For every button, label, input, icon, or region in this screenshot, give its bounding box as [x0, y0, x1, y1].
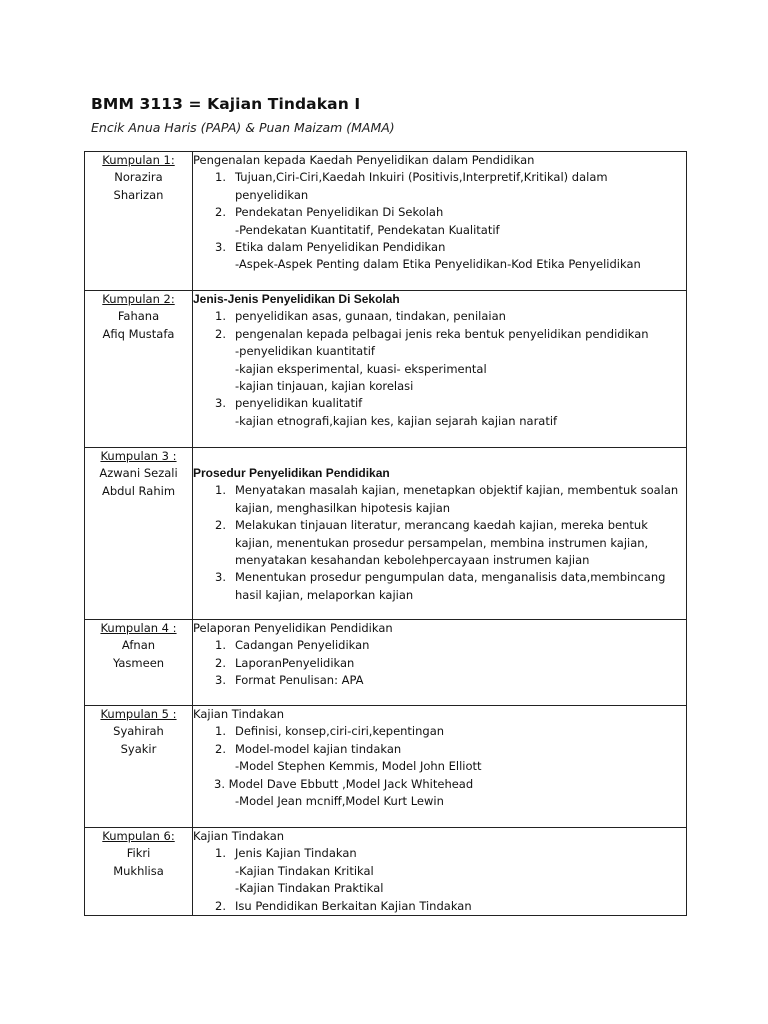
topic-title: Pengenalan kepada Kaedah Penyelidikan dalam Pendidikan	[193, 153, 535, 167]
list-item-continuation: kajian, menentukan prosedur persampelan, membina instrumen kajian,	[235, 535, 649, 550]
item-number: 2.	[215, 898, 226, 913]
sub-item: -kajian etnografi,kajian kes, kajian sejarah kajian naratif	[235, 413, 558, 428]
list-item	[193, 482, 686, 499]
topic-title: Jenis-Jenis Penyelidikan Di Sekolah	[193, 292, 400, 306]
list-item-continuation: kajian, menghasilkan hipotesis kajian	[235, 500, 451, 515]
sub-item: -kajian eksperimental, kuasi- eksperimental	[235, 361, 487, 376]
topic-cell	[193, 828, 687, 916]
item-text: Definisi, konsep,ciri-ciri,kepentingan	[235, 724, 445, 739]
item-text: Model-model kajian tindakan	[235, 741, 402, 756]
topic-cell	[193, 448, 687, 620]
topic-cell	[193, 706, 687, 828]
sub-item: -Kajian Tindakan Kritikal	[235, 863, 374, 878]
group-label: Kumpulan 2:	[102, 292, 175, 306]
list-item-continuation: menyatakan kesahandan kebolehpercayaan instrumen kajian	[235, 553, 590, 568]
topic-cell	[193, 620, 687, 706]
list-item	[193, 741, 686, 758]
sub-item: -Kajian Tindakan Praktikal	[235, 881, 384, 896]
table-row	[85, 828, 687, 916]
topic-cell	[193, 152, 687, 291]
item-text: Menentukan prosedur pengumpulan data, menganalisis data,membincang	[235, 570, 666, 585]
item-number: 3.	[215, 673, 226, 688]
item-text: pengenalan kepada pelbagai jenis reka bentuk penyelidikan pendidikan	[235, 326, 649, 341]
list-item	[193, 517, 686, 534]
table-row	[85, 152, 687, 291]
group-label: Kumpulan 1:	[102, 153, 175, 167]
item-number: 1.	[215, 170, 226, 185]
group-member: Abdul Rahim	[101, 483, 176, 498]
item-text: LaporanPenyelidikan	[235, 655, 355, 670]
group-member: Yasmeen	[112, 655, 165, 670]
item-text: Menyatakan masalah kajian, menetapkan objektif kajian, membentuk soalan	[235, 483, 679, 498]
table-row	[85, 620, 687, 706]
item-number: 3.	[214, 776, 225, 791]
group-member: Sharizan	[113, 187, 164, 202]
sub-item: -penyelidikan kuantitatif	[235, 344, 375, 359]
group-label: Kumpulan 4 :	[100, 621, 177, 635]
group-label: Kumpulan 6:	[102, 829, 175, 843]
topic-title: Kajian Tindakan	[193, 707, 285, 721]
item-text: Melakukan tinjauan literatur, merancang kaedah kajian, mereka bentuk	[235, 518, 648, 533]
topic-title: Kajian Tindakan	[193, 829, 285, 843]
group-member: Afnan	[121, 638, 156, 653]
item-number: 3.	[215, 240, 226, 255]
item-number: 1.	[215, 724, 226, 739]
list-item	[193, 569, 686, 586]
group-member: Norazira	[114, 170, 163, 185]
item-text: Isu Pendidikan Berkaitan Kajian Tindakan	[235, 898, 472, 913]
table-row	[85, 291, 687, 448]
item-number: 2.	[215, 205, 226, 220]
item-text: Etika dalam Penyelidikan Pendidikan	[235, 240, 446, 255]
item-number: 1.	[215, 483, 226, 498]
group-cell	[85, 706, 193, 828]
sub-item: -Model Stephen Kemmis, Model John Elliott	[235, 759, 482, 774]
group-label: Kumpulan 3 :	[100, 449, 177, 463]
item-text: Cadangan Penyelidikan	[235, 638, 370, 653]
sub-item: -Model Jean mcniff,Model Kurt Lewin	[235, 794, 444, 809]
sub-item: -Pendekatan Kuantitatif, Pendekatan Kualitatif	[235, 222, 500, 237]
group-member: Azwani Sezali	[99, 466, 178, 481]
item-text: Tujuan,Ciri-Ciri,Kaedah Inkuiri (Positivis,Interpretif,Kritikal) dalam	[235, 170, 608, 185]
item-text: Format Penulisan: APA	[235, 673, 364, 688]
sub-item: -kajian tinjauan, kajian korelasi	[235, 379, 414, 394]
group-cell	[85, 828, 193, 916]
group-member: Fahana	[117, 309, 160, 324]
item-text: Model Dave Ebbutt ,Model Jack Whitehead	[228, 776, 474, 791]
item-number: 3.	[215, 396, 226, 411]
item-number: 1.	[215, 309, 226, 324]
item-text: Pendekatan Penyelidikan Di Sekolah	[235, 205, 444, 220]
group-cell	[85, 291, 193, 448]
list-item	[193, 672, 686, 689]
item-number: 2.	[215, 326, 226, 341]
group-member: Fikri	[126, 846, 151, 861]
list-item	[193, 308, 686, 325]
list-item	[193, 239, 686, 256]
group-cell	[85, 448, 193, 620]
list-item	[193, 655, 686, 672]
item-number: 2.	[215, 655, 226, 670]
group-member: Syahirah	[113, 724, 164, 739]
table-row	[85, 706, 687, 828]
list-item-continuation: hasil kajian, melaporkan kajian	[235, 587, 414, 602]
group-member: Mukhlisa	[113, 863, 164, 878]
topic-cell	[193, 291, 687, 448]
group-member: Syakir	[120, 741, 157, 756]
sub-item: -Aspek-Aspek Penting dalam Etika Penyelidikan-Kod Etika Penyelidikan	[235, 257, 641, 272]
list-item-continuation: penyelidikan	[235, 187, 309, 202]
list-item	[193, 845, 686, 862]
topic-title: Pelaporan Penyelidikan Pendidikan	[193, 621, 393, 635]
list-item	[193, 395, 686, 412]
list-item	[193, 326, 686, 343]
item-number: 1.	[215, 638, 226, 653]
list-item	[193, 637, 686, 654]
list-item	[193, 776, 686, 793]
item-text: Jenis Kajian Tindakan	[235, 846, 357, 861]
item-number: 2.	[215, 741, 226, 756]
list-item	[193, 169, 686, 186]
group-cell	[85, 152, 193, 291]
document-title: BMM 3113 = Kajian Tindakan I	[91, 95, 361, 113]
list-item	[193, 204, 686, 221]
item-text: penyelidikan kualitatif	[235, 396, 363, 411]
item-number: 1.	[215, 846, 226, 861]
item-text: penyelidikan asas, gunaan, tindakan, penilaian	[235, 309, 506, 324]
table-row	[85, 448, 687, 620]
group-topic-table	[84, 151, 687, 916]
item-number: 3.	[215, 570, 226, 585]
blank-line	[193, 448, 686, 465]
list-item	[193, 723, 686, 740]
document-subtitle: Encik Anua Haris (PAPA) & Puan Maizam (MAMA)	[91, 120, 395, 135]
item-number: 2.	[215, 518, 226, 533]
topic-title: Prosedur Penyelidikan Pendidikan	[193, 466, 390, 480]
list-item	[193, 898, 686, 915]
group-label: Kumpulan 5 :	[100, 707, 177, 721]
group-member: Afiq Mustafa	[102, 326, 175, 341]
group-cell	[85, 620, 193, 706]
